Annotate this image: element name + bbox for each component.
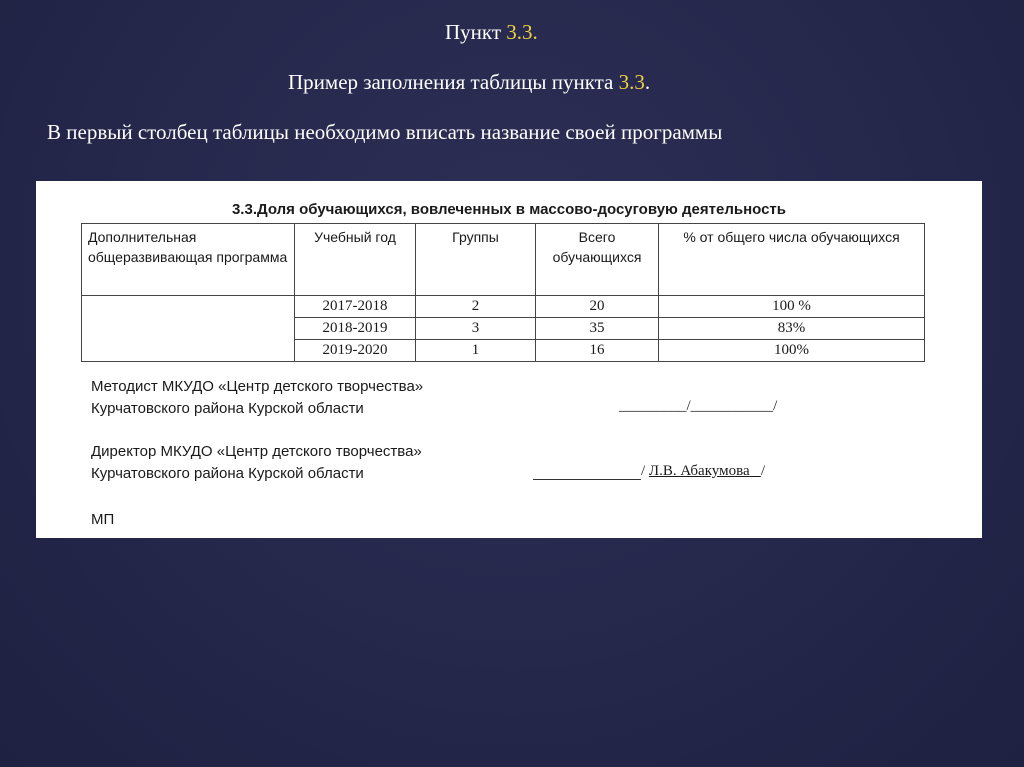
director-name: Л.В. Абакумова [648,463,750,479]
cell-total: 20 [536,296,659,318]
director-signature-line: / Л.В. Абакумова / [533,463,765,480]
header-year: Учебный год [295,224,416,296]
methodist-region: Курчатовского района Курской области [91,400,364,417]
methodist-signature-line: _________/___________/ [619,398,778,414]
table-header-row [82,224,925,296]
director-signature-block [91,441,422,485]
cell-groups: 2 [416,296,536,318]
document-image [36,181,982,538]
cell-percent: 83% [659,318,925,340]
signature-blank [533,463,641,480]
table-row [82,296,925,318]
cell-year: 2019-2020 [295,340,416,362]
header-percent: % от общего числа обучающихся [659,224,925,296]
cell-groups: 3 [416,318,536,340]
cell-total: 35 [536,318,659,340]
director-title: Директор МКУДО «Центр детского творчества» [91,443,422,460]
header-program: Дополнительная общеразвивающая программа [82,224,295,296]
cell-groups: 1 [416,340,536,362]
header-total: Всего обучающихся [536,224,659,296]
slide-heading [445,20,538,45]
subheading-period: . [644,70,651,94]
methodist-title: Методист МКУДО «Центр детского творчества» [91,378,424,395]
slide-subheading [288,70,650,95]
name-underline-tail [750,463,761,479]
stamp-place-label: МП [91,511,115,528]
subheading-text: Пример заполнения таблицы пункта [288,70,619,94]
cell-percent: 100 % [659,296,925,318]
table-title: 3.3.Доля обучающихся, вовлеченных в массово-досуговую деятельность [231,201,787,218]
director-region: Курчатовского района Курской области [91,465,364,482]
heading-text: Пункт [445,20,507,44]
cell-percent: 100% [659,340,925,362]
slide-instruction: В первый столбец таблицы необходимо вписать название своей программы [47,120,723,144]
heading-number: 3.3. [506,20,538,44]
cell-total: 16 [536,340,659,362]
program-cell [82,296,295,362]
subheading-number: 3.3 [618,70,645,94]
header-groups: Группы [416,224,536,296]
cell-year: 2018-2019 [295,318,416,340]
data-table [81,223,925,362]
cell-year: 2017-2018 [295,296,416,318]
methodist-signature-block [91,376,423,420]
